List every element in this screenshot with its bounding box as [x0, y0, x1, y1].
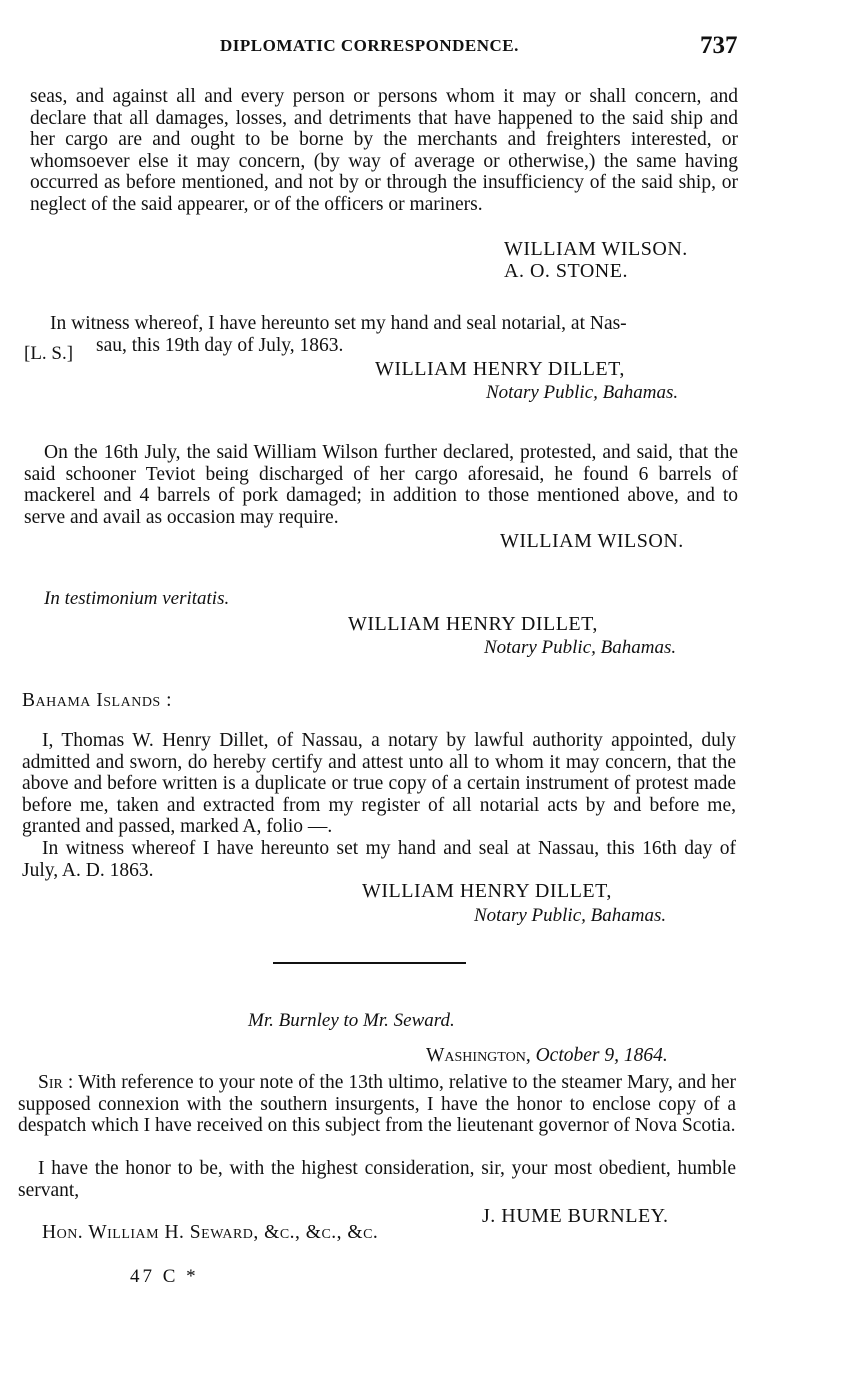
- notary-title: Notary Public, Bahamas.: [486, 382, 679, 403]
- letter-body-1: [18, 1072, 736, 1137]
- notary-title-2: Notary Public, Bahamas.: [484, 637, 677, 658]
- seal-mark: [L. S.]: [24, 343, 74, 364]
- letter-body-2: I have the honor to be, with the highest consideration, sir, your most obedient, humble servant,: [18, 1158, 736, 1201]
- signature-mark: 47 C *: [130, 1266, 199, 1287]
- salutation: Sir :: [38, 1072, 74, 1093]
- witness-line-2: sau, this 19th day of July, 1863.: [96, 335, 344, 356]
- signature-wilson: WILLIAM WILSON.: [504, 238, 688, 260]
- further-declaration-paragraph: On the 16th July, the said William Wilson further declared, protested, and said, that the said schooner Teviot being discharged of her cargo aforesaid, he found 6 barrels of mackerel and 4 barrels of pork damaged; in addition to those mentioned above, and to serve and avail as occasion may require.: [24, 442, 738, 528]
- notary-signature-3: WILLIAM HENRY DILLET,: [362, 880, 612, 902]
- testimonium-line: In testimonium veritatis.: [44, 588, 230, 609]
- letter-body-text: With reference to your note of the 13th ultimo, relative to the steamer Mary, and her supposed connexion with the southern insurgents, I have the honor to enclose copy of a despatch which I have received on this subject from the lieutenant governor of Nova Scotia.: [18, 1072, 737, 1136]
- signature-stone: A. O. STONE.: [504, 260, 628, 282]
- letter-dateline: [426, 1045, 668, 1067]
- letter-date: October 9, 1864.: [535, 1045, 668, 1066]
- bahama-heading: Bahama Islands :: [22, 690, 173, 711]
- page-number: 737: [700, 32, 738, 59]
- certification-paragraph: I, Thomas W. Henry Dillet, of Nassau, a notary by lawful authority appointed, duly admitted and sworn, do hereby certify and attest unto all to whom it may concern, that the above and before written is a duplicate or true copy of a certain instrument of protest made before me, taken and extracted from my register of all notarial acts by and before me, granted and passed, marked A, folio —.: [22, 730, 736, 837]
- section-divider: [273, 962, 466, 964]
- running-title: DIPLOMATIC CORRESPONDENCE.: [220, 36, 519, 55]
- letter-place: Washington,: [426, 1045, 531, 1066]
- witness-paragraph: In witness whereof I have hereunto set my hand and seal at Nassau, this 16th day of July, A. D. 1863.: [22, 838, 736, 881]
- notary-signature: WILLIAM HENRY DILLET,: [375, 358, 625, 380]
- letter-addressee: Hon. William H. Seward, &c., &c., &c.: [42, 1222, 379, 1243]
- letter-title: Mr. Burnley to Mr. Seward.: [248, 1010, 455, 1031]
- signature-wilson-2: WILLIAM WILSON.: [500, 530, 684, 552]
- protest-paragraph: seas, and against all and every person or persons whom it may or shall concern, and declare that all damages, losses, and detriments that have happened to the said ship and her cargo are and ought to be borne by the merchants and freighters interested, or whomsoever else it may concern, (by way of average or otherwise,) the same having occurred as before mentioned, and not by or through the insufficiency of the said ship, or neglect of the said appearer, or of the officers or mariners.: [30, 86, 738, 215]
- letter-signature: J. HUME BURNLEY.: [482, 1205, 669, 1227]
- notary-signature-2: WILLIAM HENRY DILLET,: [348, 613, 598, 635]
- witness-line-1: In witness whereof, I have hereunto set my hand and seal notarial, at Nas-: [50, 313, 627, 334]
- notary-title-3: Notary Public, Bahamas.: [474, 905, 667, 926]
